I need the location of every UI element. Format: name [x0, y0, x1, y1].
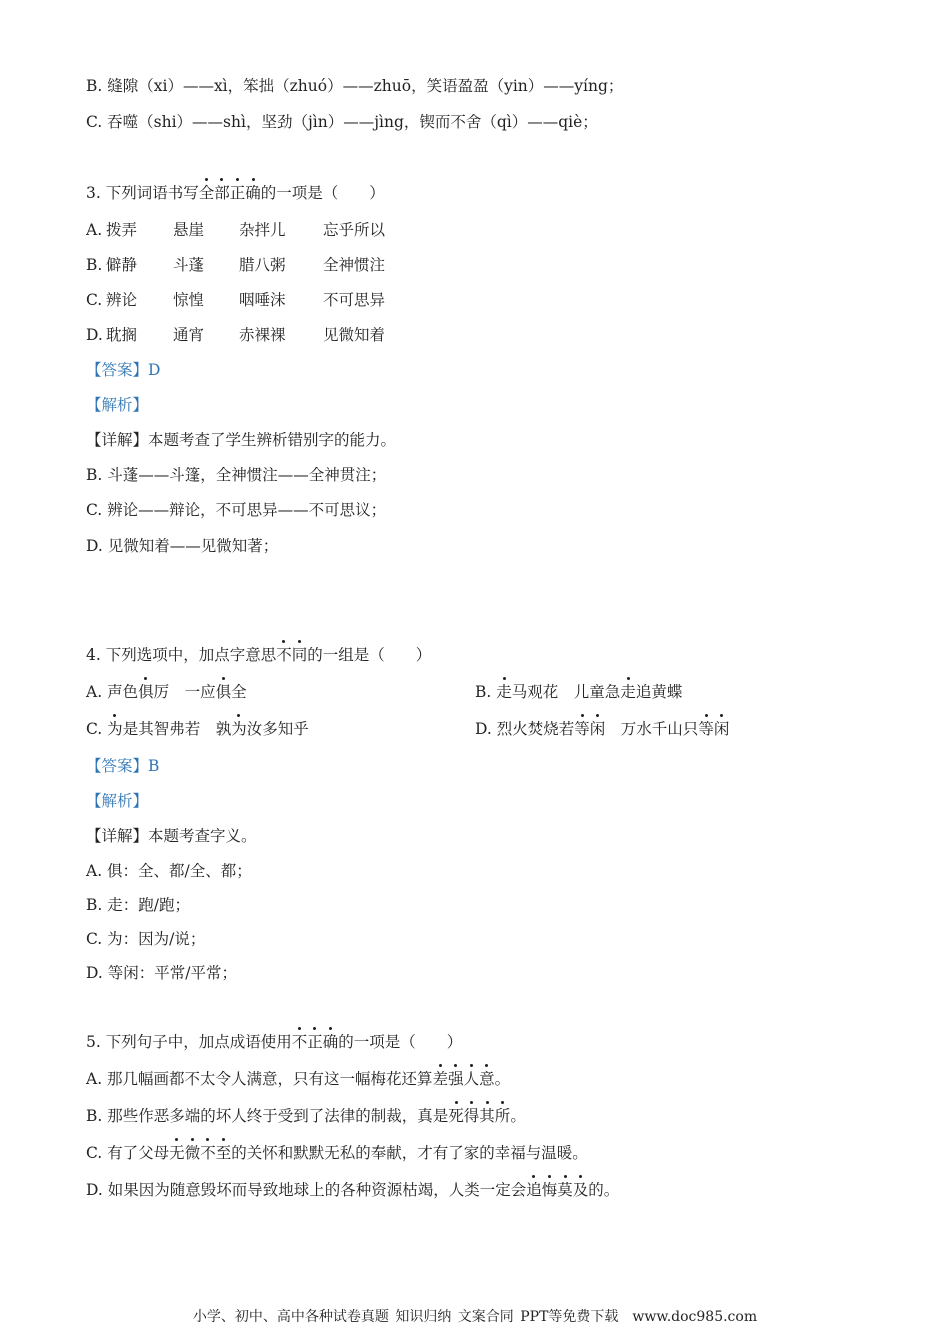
option-text: 汝多知乎: [246, 720, 309, 738]
dotted-char: 不: [200, 1144, 216, 1162]
option-word: 耽搁: [106, 326, 138, 344]
option-label: D.: [475, 720, 492, 738]
dotted-char: 人: [463, 1070, 480, 1088]
dotted-char: 俱: [138, 683, 154, 701]
page-footer: 小学、初中、高中各种试卷真题 知识归纳 文案合同 PPT等免费下载 www.doc985.com: [192, 1309, 758, 1325]
option-label: B.: [86, 256, 103, 274]
option-word: 拨弄: [106, 221, 138, 239]
q5-stem: [86, 1031, 462, 1053]
q4-stem-post: 的一组是（ ）: [307, 646, 432, 664]
option-text: 马观花 儿童急: [511, 683, 621, 701]
dotted-char: 至: [215, 1144, 232, 1162]
q5-option-c: [86, 1142, 588, 1164]
prev-option-b: B. 缝隙（xi）——xì，笨拙（zhuó）——zhuō，笑语盈盈（yin）——yíng；: [86, 77, 624, 95]
q4-note-c: C. 为：因为/说；: [86, 930, 206, 948]
dotted-char: 等: [574, 720, 590, 738]
dotted-char: 微: [184, 1144, 201, 1162]
dotted-char: 强: [448, 1070, 464, 1088]
option-text: C. 有了父母: [86, 1144, 170, 1162]
option-text: 声色: [107, 683, 139, 701]
q4-note-b: B. 走：跑/跑；: [86, 896, 190, 914]
dotted-char: 闲: [589, 720, 606, 738]
q5-option-d: [86, 1179, 619, 1201]
q4-detail: 【详解】本题考查字义。: [86, 827, 257, 845]
dotted-char: 确: [245, 184, 261, 202]
option-text: A. 那几幅画都不太令人满意，只有这一幅梅花还算: [86, 1070, 433, 1088]
dotted-char: 无: [169, 1144, 185, 1162]
option-word: 杂拌儿: [239, 221, 286, 239]
option-text: 的关怀和默默无私的奉献，才有了家的幸福与温暖。: [231, 1144, 588, 1162]
option-word: 不可思异: [323, 291, 386, 309]
q4-option-c: [86, 718, 309, 740]
q3-note-c: C. 辨论——辩论，不可思异——不可思议；: [86, 501, 387, 519]
q5-option-b: [86, 1105, 526, 1127]
q4-note-a: A. 俱：全、都/全、都；: [86, 862, 252, 880]
option-text: 的。: [588, 1181, 620, 1199]
q3-option-d: [86, 324, 385, 346]
q3-stem-post: 的一项是（ ）: [260, 184, 385, 202]
dotted-char: 其: [479, 1107, 495, 1125]
dotted-char: 为: [107, 720, 123, 738]
q4-stem-pre: 4. 下列选项中，加点字意思: [86, 646, 277, 664]
option-label: A.: [86, 683, 103, 701]
q4-note-d: D. 等闲：平常/平常；: [86, 964, 237, 982]
dotted-char: 俱: [215, 683, 232, 701]
dotted-char: 死: [448, 1107, 464, 1125]
q3-note-d: D. 见微知着——见微知著；: [86, 537, 279, 555]
dotted-char: 为: [231, 720, 247, 738]
q3-analysis-tag: 【解析】: [86, 396, 149, 414]
option-text: 全: [231, 683, 247, 701]
dotted-char: 正: [229, 184, 246, 202]
option-text: B. 那些作恶多端的坏人终于受到了法律的制裁，真是: [86, 1107, 449, 1125]
dotted-char: 部: [214, 184, 230, 202]
q4-option-b: [475, 681, 682, 703]
dotted-char: 等: [698, 720, 714, 738]
q5-stem-post: 的一项是（ ）: [338, 1033, 463, 1051]
dotted-char: 得: [463, 1107, 480, 1125]
option-word: 惊惶: [173, 291, 205, 309]
option-word: 斗蓬: [173, 256, 205, 274]
q3-note-b: B. 斗蓬——斗篷，全神惯注——全神贯注；: [86, 466, 387, 484]
option-label: C.: [86, 291, 103, 309]
option-word: 通宵: [173, 326, 205, 344]
option-label: A.: [86, 221, 103, 239]
dotted-char: 悔: [541, 1181, 558, 1199]
q3-stem-pre: 3. 下列词语书写: [86, 184, 199, 202]
option-text: 万水千山只: [605, 720, 699, 738]
q3-option-b: [86, 254, 385, 276]
q3-answer: 【答案】D: [86, 361, 161, 379]
option-text: D. 如果因为随意毁坏而导致地球上的各种资源枯竭，人类一定会: [86, 1181, 527, 1199]
dotted-char: 及: [572, 1181, 589, 1199]
option-label: C.: [86, 720, 103, 738]
dotted-char: 走: [496, 683, 512, 701]
q4-stem: [86, 644, 431, 666]
option-word: 悬崖: [173, 221, 205, 239]
q4-option-a: [86, 681, 247, 703]
option-text: 厉 一应: [153, 683, 216, 701]
q4-answer: 【答案】B: [86, 757, 160, 775]
option-word: 僻静: [106, 256, 138, 274]
q3-option-c: [86, 289, 385, 311]
dotted-char: 闲: [713, 720, 730, 738]
dotted-char: 全: [198, 184, 215, 202]
q4-option-d: [475, 718, 729, 740]
option-word: 赤裸裸: [239, 326, 286, 344]
dotted-char: 正: [307, 1033, 323, 1051]
q3-detail: 【详解】本题考查了学生辨析错别字的能力。: [86, 431, 397, 449]
option-text: 。: [494, 1070, 511, 1088]
dotted-char: 不: [276, 646, 292, 664]
dotted-char: 意: [479, 1070, 495, 1088]
dotted-char: 确: [322, 1033, 339, 1051]
dotted-char: 莫: [557, 1181, 573, 1199]
q5-stem-pre: 5. 下列句子中，加点成语使用: [86, 1033, 292, 1051]
q5-option-a: [86, 1068, 510, 1090]
dotted-char: 追: [526, 1181, 542, 1199]
option-text: 是其智弗若 孰: [122, 720, 232, 738]
option-label: B.: [475, 683, 492, 701]
dotted-char: 差: [432, 1070, 449, 1088]
option-word: 全神惯注: [323, 256, 386, 274]
option-text: 追黄蝶: [635, 683, 683, 701]
dotted-char: 同: [291, 646, 308, 664]
option-text: 。: [510, 1107, 526, 1125]
dotted-char: 不: [291, 1033, 308, 1051]
option-text: 烈火焚烧若: [496, 720, 575, 738]
q3-option-a: [86, 219, 385, 241]
q3-stem: [86, 182, 385, 204]
option-word: 腊八粥: [239, 256, 286, 274]
dotted-char: 走: [620, 683, 636, 701]
option-label: D.: [86, 326, 103, 344]
option-word: 忘乎所以: [323, 221, 386, 239]
option-word: 咽唾沫: [239, 291, 286, 309]
option-word: 辨论: [106, 291, 138, 309]
dotted-char: 所: [494, 1107, 511, 1125]
prev-option-c: C. 吞噬（shi）——shì，坚劲（jìn）——jìng，锲而不舍（qì）——qiè；: [86, 113, 598, 131]
option-word: 见微知着: [323, 326, 386, 344]
q4-analysis-tag: 【解析】: [86, 792, 149, 810]
